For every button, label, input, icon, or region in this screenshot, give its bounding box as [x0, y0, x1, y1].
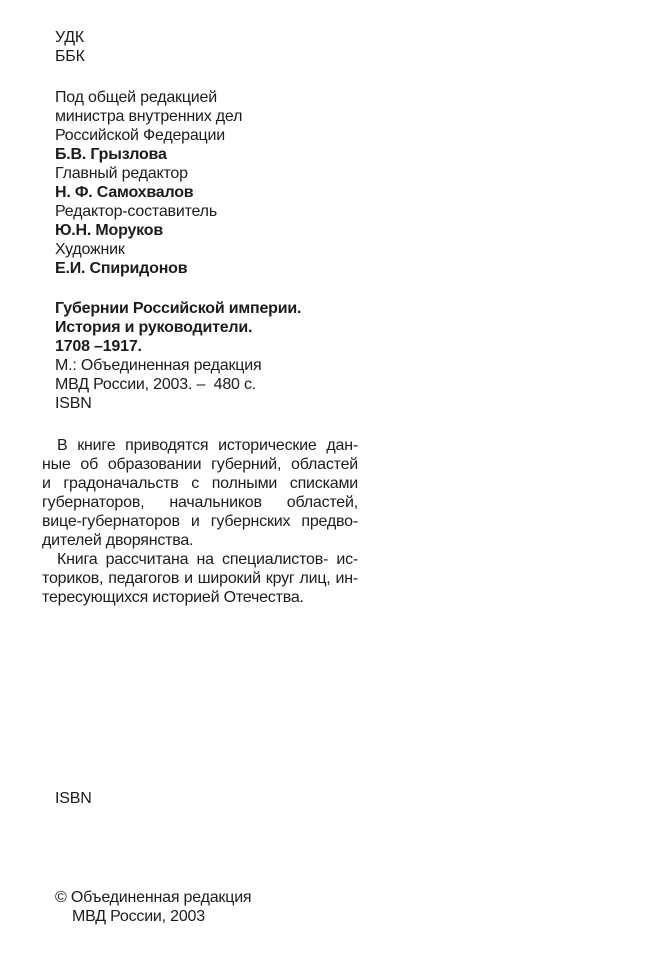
annotation-line: и градоначальств с полными списками: [42, 475, 358, 492]
isbn-label: ISBN: [55, 395, 92, 412]
book-title-line: История и руководители.: [55, 319, 253, 336]
book-title-years: 1708 –1917.: [55, 338, 142, 355]
editorial-role: Главный редактор: [55, 165, 188, 182]
annotation-line: вице-губернаторов и губернских предво-: [42, 513, 358, 530]
editorial-name: Б.В. Грызлова: [55, 146, 167, 163]
editorial-staff-block: [55, 88, 242, 278]
editorial-role: Художник: [55, 241, 125, 258]
editorial-line: Российской Федерации: [55, 127, 225, 144]
publisher-line: МВД России, 2003. – 480 с.: [55, 376, 257, 393]
book-title-line: Губернии Российской империи.: [55, 300, 302, 317]
copyright-line: МВД России, 2003: [72, 908, 205, 925]
classification-block: [55, 28, 85, 66]
annotation-line: тересующихся историей Отечества.: [42, 589, 304, 606]
annotation-line: ториков, педагогов и широкий круг лиц, ин-: [42, 570, 358, 587]
udk-label: УДК: [55, 29, 85, 46]
annotation-line: губернаторов, начальников областей,: [42, 494, 358, 511]
editorial-line: министра внутренних дел: [55, 108, 243, 125]
annotation-line: В книге приводятся исторические дан-: [57, 437, 358, 454]
isbn-bottom-block: [55, 789, 92, 808]
copyright-block: [55, 888, 251, 926]
publisher-line: М.: Объединенная редакция: [55, 357, 262, 374]
isbn-label: ISBN: [55, 790, 92, 807]
annotation-block: [42, 436, 358, 607]
annotation-line: Книга рассчитана на специалистов- ис-: [57, 551, 358, 568]
editorial-name: Н. Ф. Самохвалов: [55, 184, 194, 201]
copyright-line: © Объединенная редакция: [55, 889, 252, 906]
editorial-name: Е.И. Спиридонов: [55, 260, 188, 277]
editorial-name: Ю.Н. Моруков: [55, 222, 163, 239]
bibliographic-block: [55, 299, 301, 413]
bbk-label: ББК: [55, 48, 85, 65]
annotation-line: ные об образовании губерний, областей: [42, 456, 358, 473]
editorial-line: Под общей редакцией: [55, 89, 217, 106]
annotation-line: дителей дворянства.: [42, 532, 194, 549]
editorial-role: Редактор-составитель: [55, 203, 217, 220]
